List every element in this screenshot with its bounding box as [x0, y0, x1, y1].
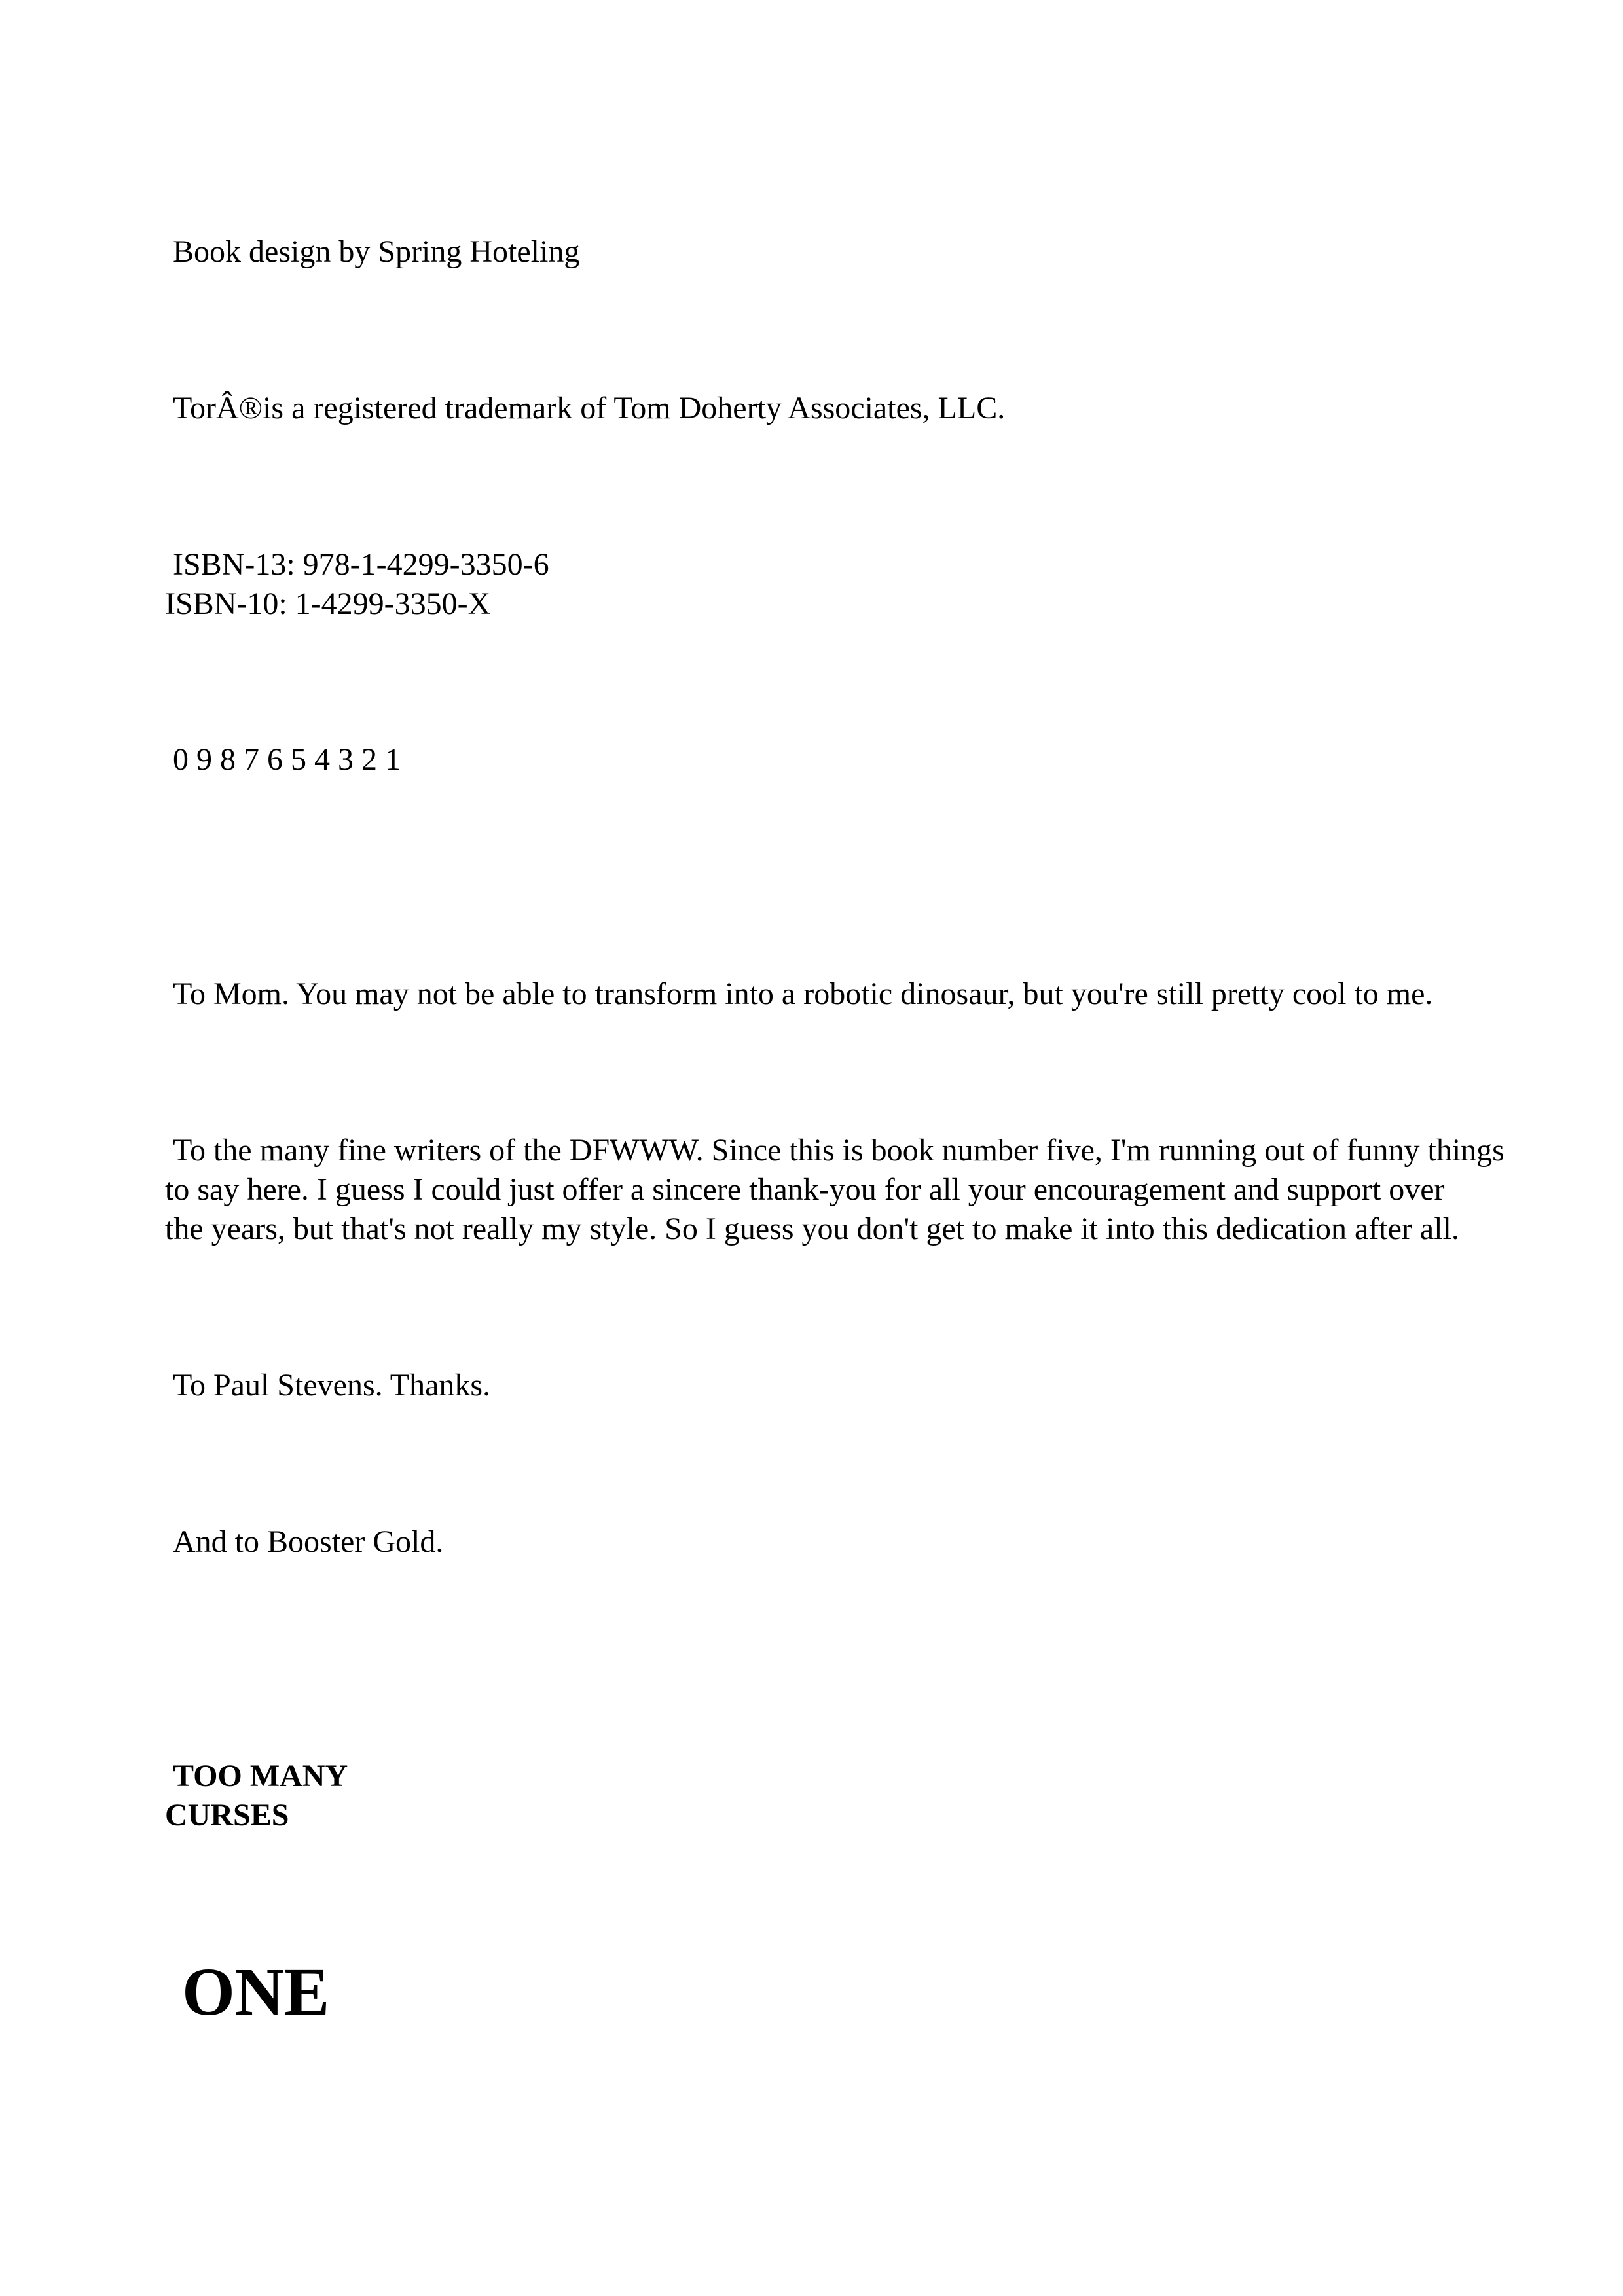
dedication-dfwww-line-3: the years, but that's not really my style. So I guess you don't get to make it into this dedication after all.	[165, 1211, 1459, 1246]
book-title	[165, 1757, 348, 1835]
isbn-block	[165, 545, 549, 624]
dedication-dfwww	[165, 1131, 1504, 1249]
trademark-notice: TorÂ®is a registered trademark of Tom Doherty Associates, LLC.	[173, 391, 1006, 425]
book-title-line-2: CURSES	[165, 1798, 289, 1833]
isbn-13: ISBN-13: 978-1-4299-3350-6	[173, 547, 549, 582]
chapter-heading: ONE	[182, 1954, 330, 2030]
dedication-dfwww-line-1: To the many fine writers of the DFWWW. Since this is book number five, I'm running out of funny things	[173, 1133, 1504, 1168]
dedication-mom: To Mom. You may not be able to transform into a robotic dinosaur, but you're still pretty cool to me.	[173, 977, 1433, 1011]
book-design-credit: Book design by Spring Hoteling	[173, 234, 580, 269]
dedication-booster: And to Booster Gold.	[173, 1524, 444, 1559]
book-title-line-1: TOO MANY	[173, 1759, 348, 1793]
dedication-paul: To Paul Stevens. Thanks.	[173, 1368, 491, 1403]
isbn-10: ISBN-10: 1-4299-3350-X	[165, 586, 491, 621]
printing-line: 0 9 8 7 6 5 4 3 2 1	[173, 742, 401, 777]
dedication-dfwww-line-2: to say here. I guess I could just offer a sincere thank-you for all your encouragement and support over	[165, 1172, 1445, 1207]
